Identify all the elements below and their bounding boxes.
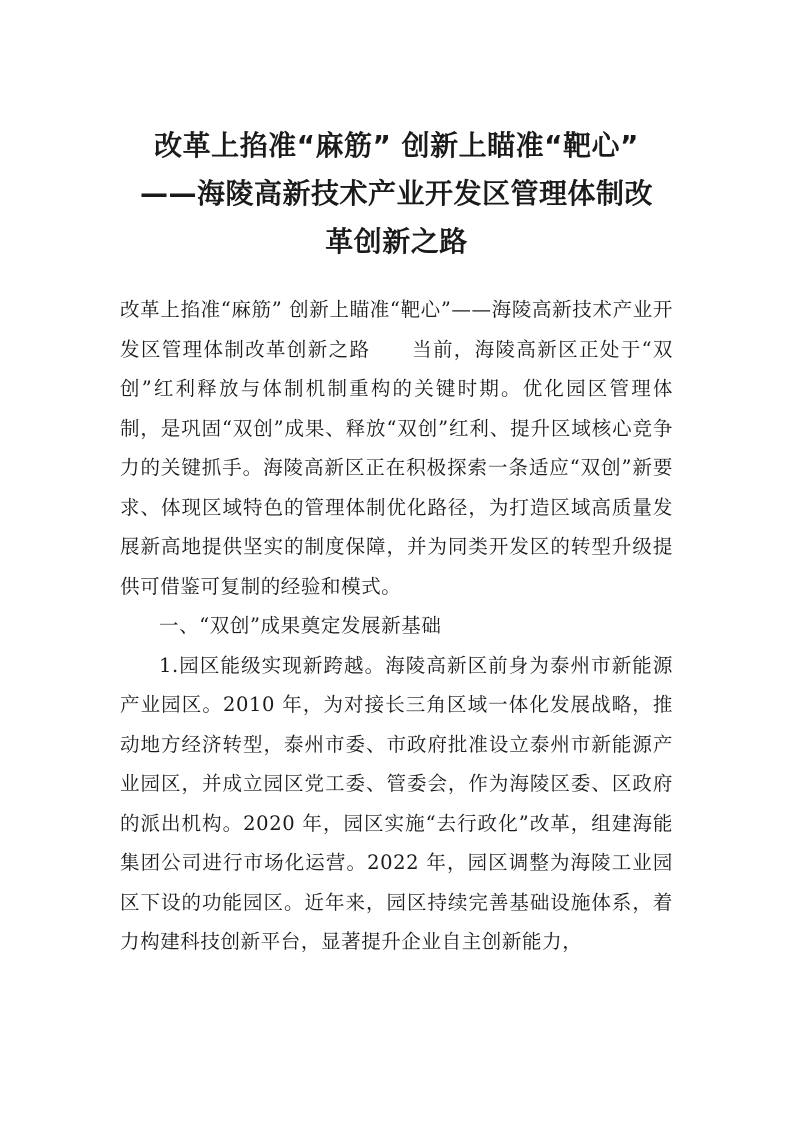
intro-paragraph: 改革上掐准“麻筋” 创新上瞄准“靶心”——海陵高新技术产业开发区管理体制改革创新之路 当前，海陵高新区正处于“双创”红利释放与体制机制重构的关键时期。优化园区管理体制，是巩固“双创”成果、释放“双创”红利、提升区域核心竞争力的关键抓手。海陵高新区正在积极探索一条适应“双创”新要求、体现区域特色的管理体制优化路径，为打造区域高质量发展新高地提供坚实的制度保障，并为同类开发区的转型升级提供可借鉴可复制的经验和模式。 xyxy=(120,298,673,598)
title-line-2: ——海陵高新技术产业开发区管理体制改 xyxy=(139,177,653,210)
document-title xyxy=(120,122,673,266)
body-paragraph: 1.园区能级实现新跨越。海陵高新区前身为泰州市新能源产业园区。2010 年，为对接长三角区域一体化发展战略，推动地方经济转型，泰州市委、市政府批准设立泰州市新能源产业园区，并成立园区党工委、管委会，作为海陵区委、区政府的派出机构。2020 年，园区实施“去行政化”改革，组建海能集团公司进行市场化运营。2022 年，园区调整为海陵工业园区下设的功能园区。近年来，园区持续完善基础设施体系，着力构建科技创新平台，显著提升企业自主创新能力， xyxy=(120,653,673,953)
document-body xyxy=(120,290,673,962)
section-heading: 一、“双创”成果奠定发展新基础 xyxy=(159,614,442,637)
title-line-3: 革创新之路 xyxy=(325,225,468,258)
title-line-1: 改革上掐准“麻筋” 创新上瞄准“靶心” xyxy=(154,129,639,162)
